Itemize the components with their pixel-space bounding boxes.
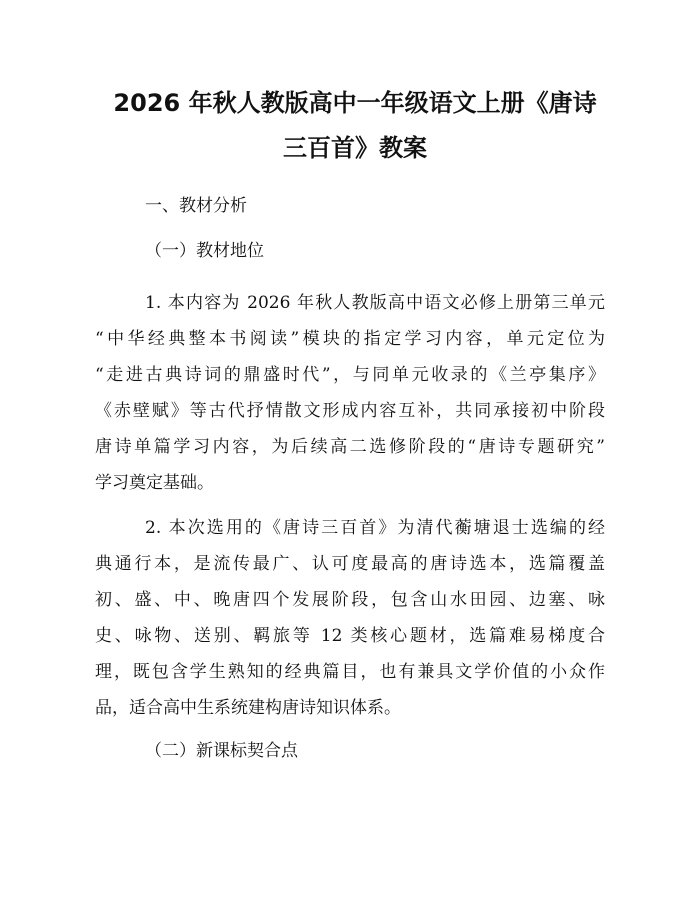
paragraph-line: 唐诗单篇学习内容，为后续高二选修阶段的“唐诗专题研究” [95, 437, 605, 457]
paragraph-line: 史、咏物、送别、羁旅等 12 类核心题材，选篇难易梯度合 [95, 626, 605, 646]
paragraph-line: “走进古典诗词的鼎盛时代”，与同单元收录的《兰亭集序》 [95, 365, 605, 385]
paragraph-line: 初、盛、中、晚唐四个发展阶段，包含山水田园、边塞、咏 [95, 590, 605, 610]
subsection-heading-curriculum-fit: （二）新课标契合点 [145, 741, 298, 761]
document-title-line-2: 三百首》教案 [283, 134, 427, 162]
paragraph-line: 《赤壁赋》等古代抒情散文形成内容互补，共同承接初中阶段 [95, 401, 605, 421]
section-heading-textbook-analysis: 一、教材分析 [145, 196, 247, 216]
paragraph-line: 2. 本次选用的《唐诗三百首》为清代蘅塘退士选编的经 [145, 518, 605, 538]
subsection-heading-textbook-status: （一）教材地位 [145, 241, 264, 261]
paragraph-line: 品，适合高中生系统建构唐诗知识体系。 [95, 698, 401, 718]
paragraph-1 [95, 285, 605, 501]
document-title-line-1: 2026 年秋人教版高中一年级语文上册《唐诗 [113, 89, 597, 117]
paragraph-2 [95, 510, 605, 726]
paragraph-line: 典通行本，是流传最广、认可度最高的唐诗选本，选篇覆盖 [95, 554, 605, 574]
paragraph-line: “中华经典整本书阅读”模块的指定学习内容，单元定位为 [95, 329, 605, 349]
paragraph-line: 理，既包含学生熟知的经典篇目，也有兼具文学价值的小众作 [95, 662, 605, 682]
paragraph-line: 1. 本内容为 2026 年秋人教版高中语文必修上册第三单元 [145, 293, 605, 313]
paragraph-line: 学习奠定基础。 [95, 473, 214, 493]
